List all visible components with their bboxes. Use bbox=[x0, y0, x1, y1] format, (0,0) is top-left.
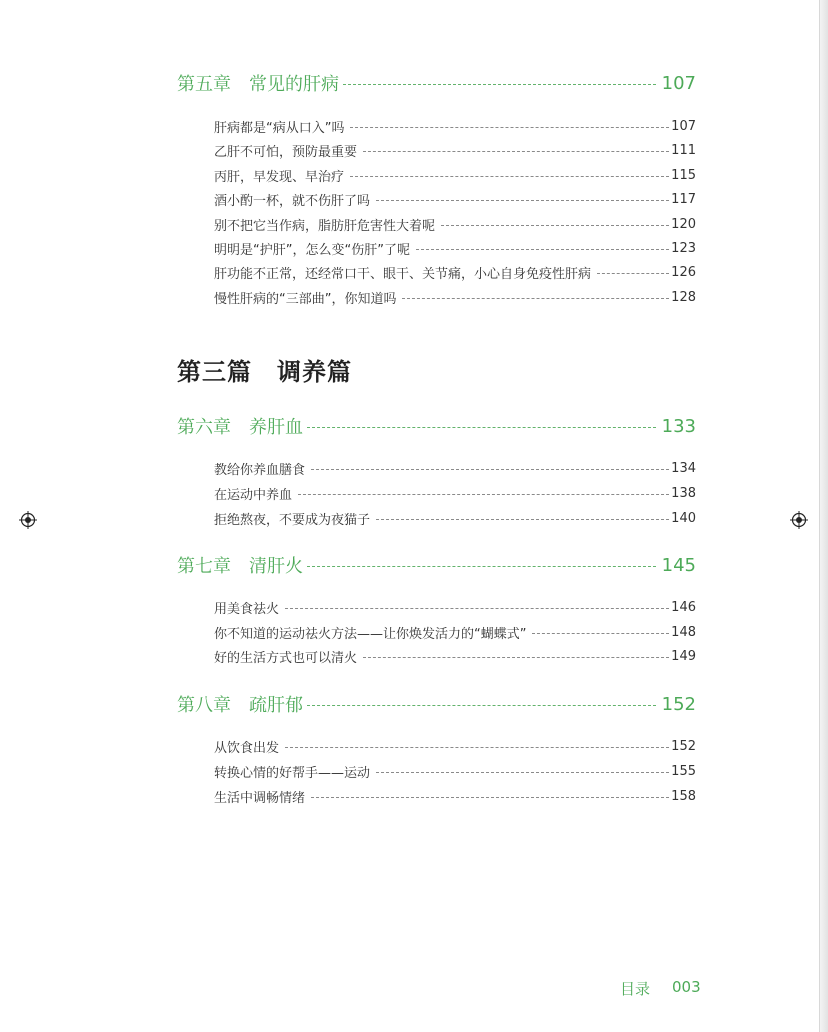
toc-entry[interactable] bbox=[214, 165, 696, 185]
toc-entry[interactable] bbox=[214, 786, 696, 806]
dot-leader bbox=[307, 566, 656, 567]
toc-entry[interactable] bbox=[214, 116, 696, 136]
dot-leader bbox=[363, 657, 669, 658]
entry-title: 肝病都是“病从口入”吗 bbox=[214, 120, 345, 136]
part-title: 第三篇 调养篇 bbox=[177, 358, 352, 386]
dot-leader bbox=[363, 151, 669, 152]
dot-leader bbox=[402, 298, 669, 299]
entry-page-number: 146 bbox=[671, 599, 696, 615]
dot-leader bbox=[597, 273, 669, 274]
dot-leader bbox=[311, 797, 669, 798]
toc-entry[interactable] bbox=[214, 597, 696, 617]
entry-page-number: 123 bbox=[671, 240, 696, 256]
entry-title: 转换心情的好帮手——运动 bbox=[214, 765, 371, 781]
footer-page-number: 003 bbox=[672, 978, 701, 996]
toc-entry[interactable] bbox=[214, 646, 696, 666]
entry-title: 教给你养血膳食 bbox=[214, 462, 306, 478]
footer-label: 目录 bbox=[620, 980, 651, 998]
toc-entry[interactable] bbox=[214, 140, 696, 160]
entry-title: 生活中调畅情绪 bbox=[214, 790, 306, 806]
dot-leader bbox=[376, 519, 669, 520]
entry-page-number: 111 bbox=[671, 142, 696, 158]
dot-leader bbox=[350, 176, 669, 177]
dot-leader bbox=[285, 608, 669, 609]
entry-title: 慢性肝病的“三部曲”，你知道吗 bbox=[214, 291, 397, 307]
chapter-page-number: 107 bbox=[661, 72, 696, 94]
chapter-heading[interactable] bbox=[177, 689, 696, 719]
toc-entry[interactable] bbox=[214, 761, 696, 781]
page-edge bbox=[819, 0, 828, 1032]
entry-page-number: 158 bbox=[671, 788, 696, 804]
toc-entry[interactable] bbox=[214, 287, 696, 307]
chapter-heading[interactable] bbox=[177, 68, 696, 98]
entry-title: 别不把它当作病，脂肪肝危害性大着呢 bbox=[214, 218, 436, 234]
toc-entry[interactable] bbox=[214, 622, 696, 642]
page-footer bbox=[620, 978, 701, 999]
chapter-title: 第六章 养肝血 bbox=[177, 417, 303, 438]
entry-title: 拒绝熬夜，不要成为夜猫子 bbox=[214, 512, 371, 528]
chapter-title: 第七章 清肝火 bbox=[177, 556, 303, 577]
dot-leader bbox=[307, 427, 656, 428]
entry-title: 从饮食出发 bbox=[214, 740, 280, 756]
entry-title: 肝功能不正常，还经常口干、眼干、关节痛，小心自身免疫性肝病 bbox=[214, 266, 592, 282]
entry-title: 你不知道的运动祛火方法——让你焕发活力的“蝴蝶式” bbox=[214, 626, 527, 642]
entry-page-number: 134 bbox=[671, 460, 696, 476]
entry-title: 好的生活方式也可以清火 bbox=[214, 650, 358, 666]
chapter-page-number: 152 bbox=[661, 693, 696, 715]
toc-entry[interactable] bbox=[214, 736, 696, 756]
dot-leader bbox=[376, 772, 669, 773]
chapter-page-number: 133 bbox=[661, 415, 696, 437]
dot-leader bbox=[343, 84, 656, 85]
registration-mark-icon bbox=[790, 511, 808, 529]
toc-entry[interactable] bbox=[214, 214, 696, 234]
entry-page-number: 128 bbox=[671, 289, 696, 305]
dot-leader bbox=[307, 705, 656, 706]
entry-title: 酒小酌一杯，就不伤肝了吗 bbox=[214, 193, 371, 209]
entry-title: 用美食祛火 bbox=[214, 601, 280, 617]
entry-title: 丙肝，早发现、早治疗 bbox=[214, 169, 345, 185]
entry-page-number: 155 bbox=[671, 763, 696, 779]
entry-page-number: 148 bbox=[671, 624, 696, 640]
entry-page-number: 117 bbox=[671, 191, 696, 207]
chapter-heading[interactable] bbox=[177, 550, 696, 580]
toc-entry[interactable] bbox=[214, 483, 696, 503]
entry-page-number: 138 bbox=[671, 485, 696, 501]
entry-page-number: 115 bbox=[671, 167, 696, 183]
entry-page-number: 120 bbox=[671, 216, 696, 232]
toc-entry[interactable] bbox=[214, 238, 696, 258]
entry-page-number: 126 bbox=[671, 264, 696, 280]
dot-leader bbox=[376, 200, 669, 201]
entry-title: 在运动中养血 bbox=[214, 487, 293, 503]
entry-page-number: 149 bbox=[671, 648, 696, 664]
toc-entry[interactable] bbox=[214, 508, 696, 528]
dot-leader bbox=[416, 249, 669, 250]
entry-page-number: 152 bbox=[671, 738, 696, 754]
toc-entry[interactable] bbox=[214, 262, 696, 282]
chapter-page-number: 145 bbox=[661, 554, 696, 576]
dot-leader bbox=[298, 494, 669, 495]
entry-page-number: 140 bbox=[671, 510, 696, 526]
dot-leader bbox=[311, 469, 669, 470]
toc-entry[interactable] bbox=[214, 189, 696, 209]
chapter-title: 第五章 常见的肝病 bbox=[177, 74, 339, 95]
dot-leader bbox=[350, 127, 669, 128]
registration-mark-icon bbox=[19, 511, 37, 529]
dot-leader bbox=[532, 633, 669, 634]
chapter-heading[interactable] bbox=[177, 411, 696, 441]
chapter-title: 第八章 疏肝郁 bbox=[177, 695, 303, 716]
entry-page-number: 107 bbox=[671, 118, 696, 134]
entry-title: 明明是“护肝”，怎么变“伤肝”了呢 bbox=[214, 242, 410, 258]
dot-leader bbox=[441, 225, 669, 226]
entry-title: 乙肝不可怕，预防最重要 bbox=[214, 144, 358, 160]
dot-leader bbox=[285, 747, 669, 748]
toc-entry[interactable] bbox=[214, 458, 696, 478]
